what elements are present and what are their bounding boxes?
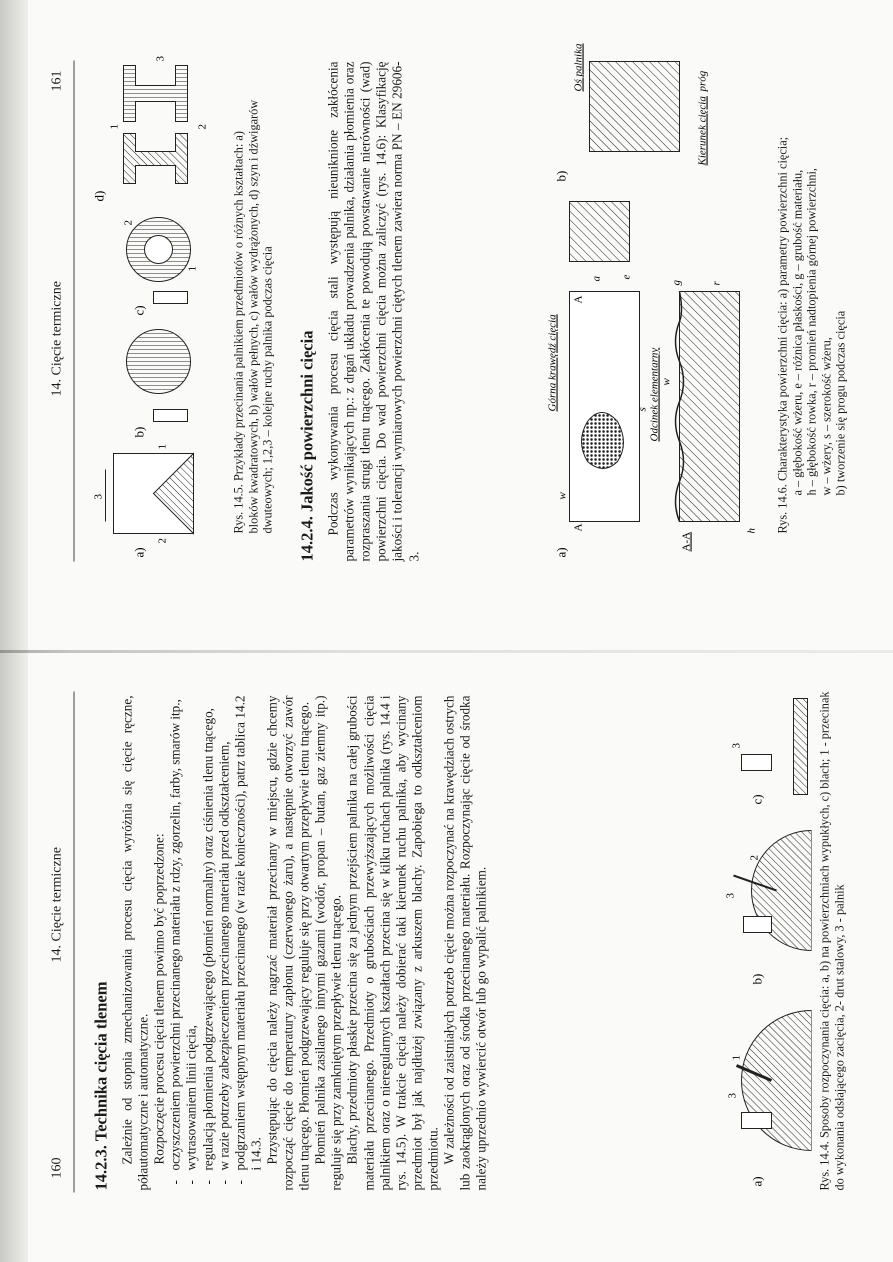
panel-label: a) xyxy=(749,1176,765,1187)
paragraph: Podczas wykonywania procesu cięcia stali występują nieuniknione zakłócenia parametrów wynikających np.: z drgań układu prowadzenia palnika, działania płomienia oraz rozpraszania strugi tlenu tnącego. Zakłócenia te powodują powstawanie nierówności (wad) powierzchni cięcia. Do wad powierzchni cięcia można zaliczyć (rys. 14.6): Klasyfikację jakości i tolerancji wymiarowych powierzchni ciętych tlenem zawiera norma PN – EN 29606-3. xyxy=(325,61,422,562)
callout: 1 xyxy=(156,444,169,450)
header-rule-right xyxy=(74,61,75,562)
figure-14-5-caption: Rys. 14.5. Przykłady przecinania palnikiem przedmiotów o różnych kształtach: a) bloków kwadratowych, b) wałów pełnych, c) wałów wydrążonych, d) szyn i dźwigarów dwuteowych; 1,2,3 – kolejne ruchy palnika podczas cięcia xyxy=(231,99,275,534)
caption-line: b) tworzenie się progu podczas cięcia xyxy=(833,310,848,496)
page-number-right: 161 xyxy=(49,70,65,92)
solid-shaft xyxy=(127,330,191,394)
torch-icon xyxy=(744,917,772,933)
section-marker: A xyxy=(572,523,585,532)
convex-workpiece xyxy=(742,1011,812,1151)
panel-label: a) xyxy=(553,547,569,558)
caption-line: h – głębokość rowka, r – promień nadtopienia górnej powierzchni, xyxy=(804,168,819,496)
running-head-right: 14. Cięcie termiczne xyxy=(49,281,65,397)
rotated-spread xyxy=(0,1,893,1262)
section-heading-14-2-4: 14.2.4. Jakość powierzchni cięcia xyxy=(297,330,317,562)
label-torch-axis: Oś palnika xyxy=(572,43,585,92)
param-label: r xyxy=(710,281,723,286)
cut-surface-view xyxy=(570,292,640,522)
figure-14-6-caption xyxy=(776,64,849,534)
list-item: - oczyszczeniem powierzchni przecinanego materiału z rdzy, zgorzelin, farby, smarów itp., xyxy=(168,696,184,1171)
paragraph: Blachy, przedmioty płaskie przecina się za jednym przejściem palnika na całej grubości materiału przecinanego. Przedmioty o grubościach przewyższających możliwości cięcia palnikiem oraz o nieregularnych kształtach przecina się w kilku ruchach palnika (rys. 14.4 i rys. 14.5). W trakcie cięcia należy dobierać taki kierunek ruchu palnika, aby wycinany przedmiot był jak najdłużej związany z arkuszem blachy. Zapobiega to odkształceniom przedmiotu. xyxy=(344,695,441,1191)
section-marker: A xyxy=(572,295,585,304)
threshold-section xyxy=(590,62,680,152)
paragraph: Przystępując do cięcia należy nagrzać materiał przecinany w miejscu, gdzie chcemy rozpocząć cięcie do temperatury zapłonu (czerwonego żaru), a następnie otworzyć zawór tlenu tnącego. Płomień podgrzewający reguluje się przy otwartym przepływie tlenu tnącego. xyxy=(264,695,312,1191)
figure-14-5 xyxy=(84,52,224,562)
callout: 3 xyxy=(730,743,743,749)
label-elementary-segment: Odcinek elementarny xyxy=(648,347,661,442)
param-label: g xyxy=(670,280,683,286)
paragraph: Rozpoczęcie procesu cięcia tlenem powinno być poprzedzone: xyxy=(151,833,167,1165)
callout: 3 xyxy=(92,494,105,500)
list-item: - podgrzaniem wstępnym materiału przecinanego (w razie konieczności), patrz tablica 14.2 i 14.3. xyxy=(232,696,264,1171)
panel-label: c) xyxy=(749,794,765,805)
left-body xyxy=(91,695,490,1191)
caption-line: a – głębokość wżeru, e – różnica płaskości, g – grubość materiału, xyxy=(790,169,804,496)
param-label: s xyxy=(636,407,649,412)
edge-section xyxy=(570,202,630,262)
callout: 3 xyxy=(724,893,737,899)
callout: 1 xyxy=(730,1055,743,1061)
section-heading-14-2-3: 14.2.3. Technika cięcia tlenem xyxy=(91,981,111,1191)
panel-label: b) xyxy=(553,170,569,182)
label-cut-direction: Kierunek cięcia xyxy=(696,96,709,166)
paragraph: Zależnie od stopnia zmechanizowania procesu cięcia wyróżnia się cięcie ręczne, półautomatyczne i automatyczne. xyxy=(119,695,151,1191)
section-label: A-A xyxy=(680,531,693,552)
section-view xyxy=(680,292,740,522)
preparation-list xyxy=(168,696,265,1191)
callout: 3 xyxy=(726,1093,739,1099)
callout: 1 xyxy=(186,266,199,272)
callout: 2 xyxy=(122,220,135,226)
figure-14-4 xyxy=(722,691,812,1191)
paragraph: W zależności od zaistniałych potrzeb cięcie można rozpoczynać na krawędziach ostrych lub zaokrąglonych oraz od środka przecinanego materiału. Rozpoczynając cięcie od środka należy uprzednio wywiercić otwór lub go wypalić palnikiem. xyxy=(441,695,489,1191)
callout: 2 xyxy=(156,538,169,544)
panel-label: b) xyxy=(749,973,765,985)
panel-label: a) xyxy=(131,547,147,558)
figure-14-4-caption: Rys. 14.4. Sposoby rozpoczynania cięcia: a, b) na powierzchniach wypukłych, c) blach; 1 - przecinak do wykonania odsłającego zacięcia, 2- drut stalowy, 3 - palnik xyxy=(817,691,846,1191)
paragraph: Płomień palnika zasilanego innymi gazami (wodór, propan – butan, gaz ziemny itp.) reguluje się przy zamkniętym przepływie tlenu tnącego. xyxy=(312,695,344,1191)
panel-label: d) xyxy=(91,190,107,202)
i-beam-profile xyxy=(124,66,188,122)
torch-icon xyxy=(742,755,772,771)
caption-line: w – wżery, s – szerokość wżeru, xyxy=(819,337,833,496)
param-label: w xyxy=(660,378,673,386)
sheet-plate xyxy=(794,699,808,795)
pit-defect xyxy=(582,413,624,469)
panel-label: c) xyxy=(131,305,147,316)
label-threshold: próg xyxy=(696,70,709,92)
figure-14-6 xyxy=(530,42,770,562)
callout: 1 xyxy=(108,124,121,130)
callout: 2 xyxy=(196,124,209,130)
callout: 2 xyxy=(748,855,761,861)
param-label: h xyxy=(745,528,758,534)
caption-line: Rys. 14.6. Charakterystyka powierzchni cięcia: a) parametry powierzchni cięcia; xyxy=(775,136,790,534)
list-item: - w razie potrzeby zabezpieczeniem przecinanego materiału przed odkształceniem, xyxy=(216,696,232,1171)
shaft-bore xyxy=(145,236,173,264)
list-item: - wytrasowaniem linii cięcia, xyxy=(184,696,200,1171)
page-number-left: 160 xyxy=(49,1157,65,1179)
right-body xyxy=(297,61,423,562)
page-161 xyxy=(0,1,893,632)
torch-icon xyxy=(154,292,188,304)
torch-icon xyxy=(154,410,188,422)
page-160 xyxy=(0,632,893,1262)
torch-icon xyxy=(742,1113,772,1129)
panel-label: b) xyxy=(131,426,147,438)
label-top-edge: Górna krawędź cięcia xyxy=(546,314,559,412)
list-item: - regulacją płomienia podgrzewającego (płomień normalny) oraz ciśnienia tlenu tnącego, xyxy=(200,696,216,1171)
callout: 3 xyxy=(154,56,167,62)
rail-profile xyxy=(124,134,188,184)
header-rule-left xyxy=(74,692,75,1193)
param-label: w xyxy=(556,492,569,500)
param-label: a xyxy=(590,276,603,282)
param-label: e xyxy=(620,274,633,280)
running-head-left: 14. Cięcie termiczne xyxy=(49,847,65,963)
